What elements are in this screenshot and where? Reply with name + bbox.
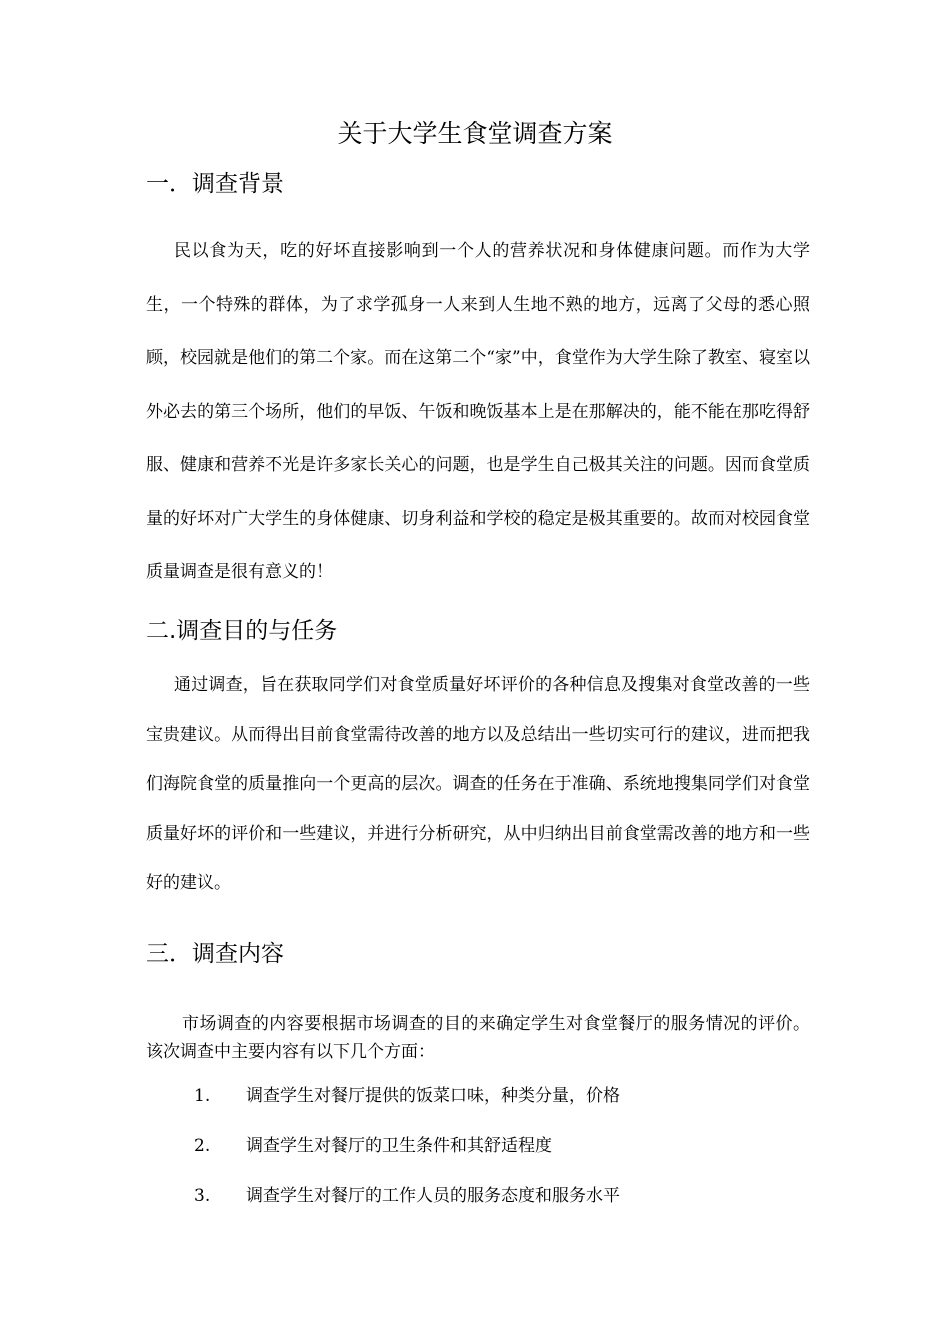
- document-title: 关于大学生食堂调查方案: [337, 119, 613, 148]
- section-heading-content: 三．调查内容: [146, 941, 284, 967]
- list-item: [194, 1084, 620, 1108]
- list-item-number: 2.: [194, 1136, 211, 1156]
- list-item-number: 1.: [194, 1086, 211, 1106]
- list-item-text: 调查学生对餐厅的工作人员的服务态度和服务水平: [246, 1186, 620, 1206]
- list-item-number: 3.: [194, 1186, 211, 1206]
- section-heading-purpose: 二.调查目的与任务: [146, 618, 338, 644]
- section-paragraph-background: 民以食为天，吃的好坏直接影响到一个人的营养状况和身体健康问题。而作为大学生，一个特殊的群体，为了求学孤身一人来到人生地不熟的地方，远离了父母的悉心照顾，校园就是他们的第二个家。而在这第二个“家”中，食堂作为大学生除了教室、寝室以外必去的第三个场所，他们的早饭、午饭和晚饭基本上是在那解决的，能不能在那吃得舒服、健康和营养不光是许多家长关心的问题，也是学生自己极其关注的问题。因而食堂质量的好坏对广大学生的身体健康、切身利益和学校的稳定是极其重要的。故而对校园食堂质量调查是很有意义的！: [146, 241, 810, 582]
- list-item-text: 调查学生对餐厅提供的饭菜口味，种类分量，价格: [246, 1086, 620, 1106]
- section-paragraph-purpose: 通过调查，旨在获取同学们对食堂质量好坏评价的各种信息及搜集对食堂改善的一些宝贵建议。从而得出目前食堂需待改善的地方以及总结出一些切实可行的建议，进而把我们海院食堂的质量推向一个更高的层次。调查的任务在于准确、系统地搜集同学们对食堂质量好坏的评价和一些建议，并进行分析研究，从中归纳出目前食堂需改善的地方和一些好的建议。: [146, 675, 810, 893]
- list-item: [194, 1184, 620, 1208]
- list-item-text: 调查学生对餐厅的卫生条件和其舒适程度: [246, 1136, 552, 1156]
- section-heading-background: 一．调查背景: [146, 171, 284, 197]
- section-paragraph-content: 市场调查的内容要根据市场调查的目的来确定学生对食堂餐厅的服务情况的评价。该次调查中主要内容有以下几个方面：: [146, 1014, 810, 1062]
- list-item: [194, 1134, 552, 1158]
